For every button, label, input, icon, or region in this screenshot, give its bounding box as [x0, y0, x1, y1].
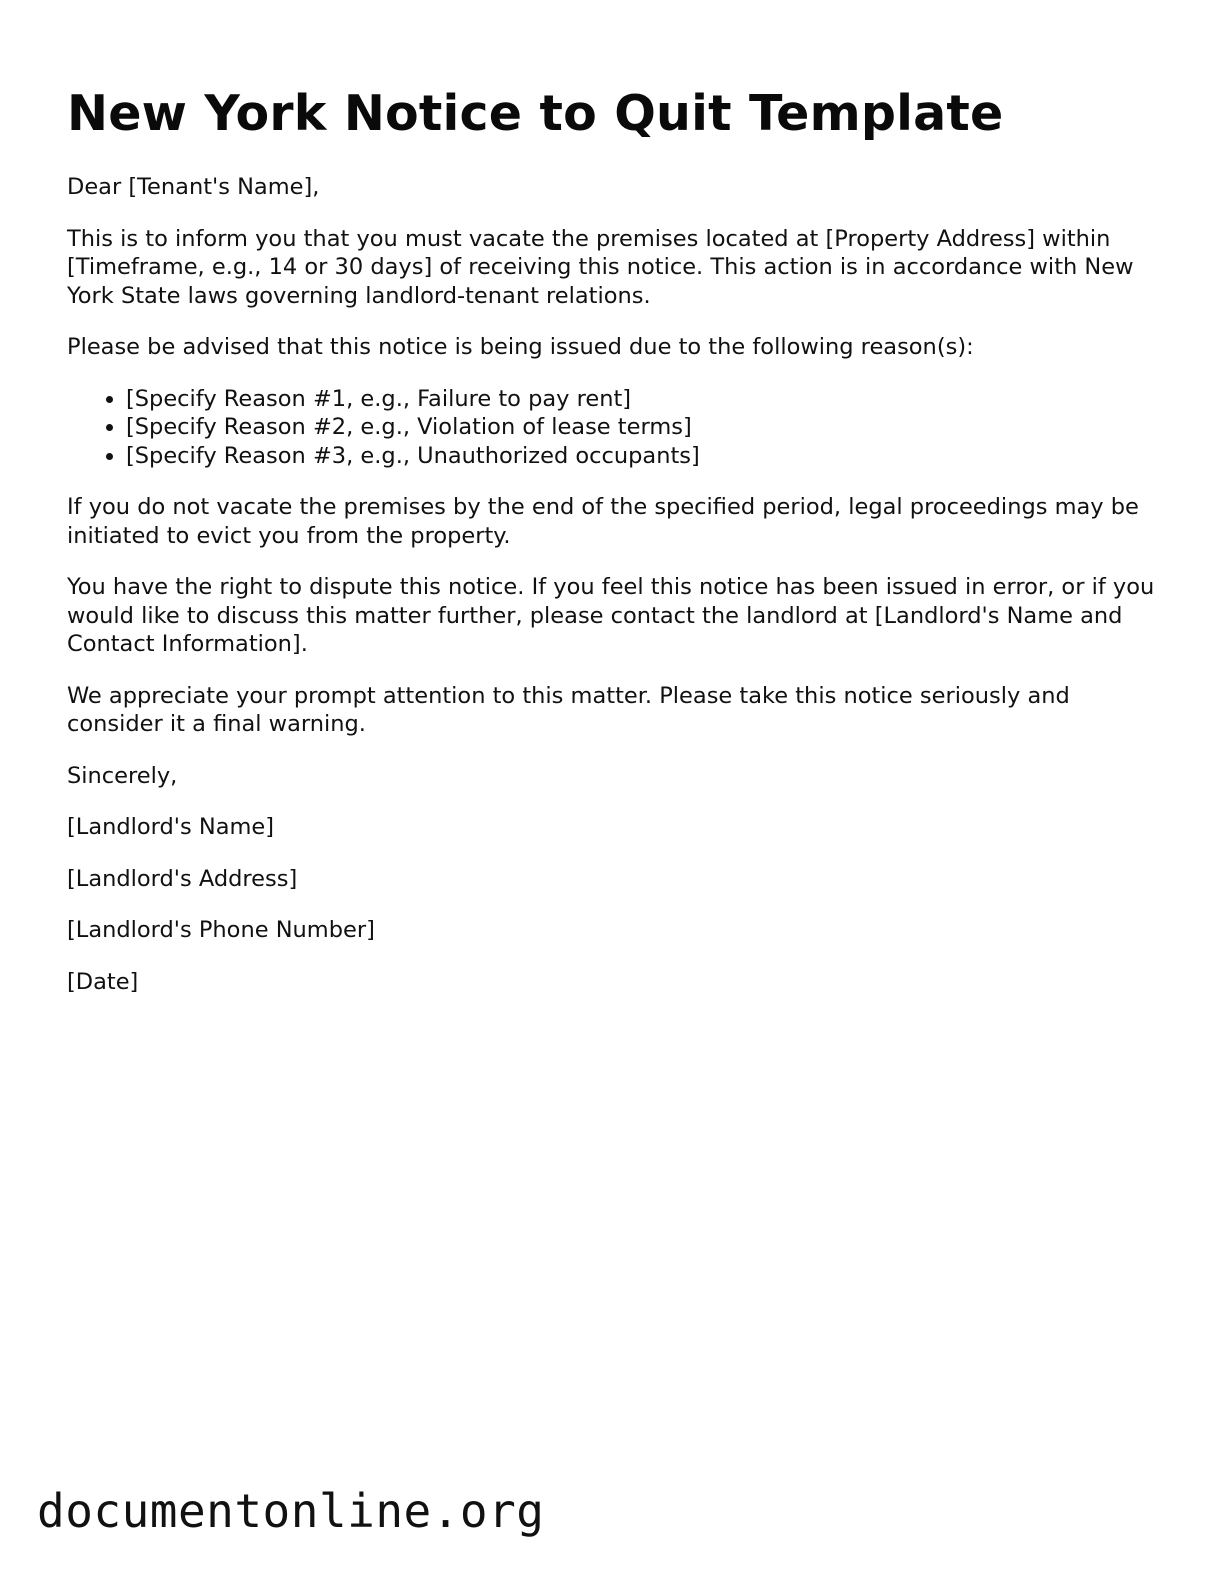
final-warning-paragraph: We appreciate your prompt attention to this matter. Please take this notice seriously and consider it a final warning.	[67, 682, 1070, 737]
list-item: • [Specify Reason #2, e.g., Violation of lease terms]	[126, 413, 1167, 442]
landlord-address: [Landlord's Address]	[67, 865, 298, 892]
reasons-list	[67, 385, 1167, 471]
document-title: New York Notice to Quit Template	[67, 85, 1004, 142]
list-item: • [Specify Reason #3, e.g., Unauthorized occupants]	[126, 442, 1167, 471]
greeting: Dear [Tenant's Name],	[67, 174, 320, 200]
landlord-phone: [Landlord's Phone Number]	[67, 917, 375, 943]
list-item: • [Specify Reason #1, e.g., Failure to pay rent]	[126, 385, 1167, 414]
dispute-paragraph: You have the right to dispute this notice. If you feel this notice has been issued in error, or if you would like to discuss this matter further, please contact the landlord at [Landlord's Name and Contact Information].	[67, 574, 1155, 657]
closing: Sincerely,	[67, 762, 178, 789]
landlord-name: [Landlord's Name]	[67, 814, 275, 840]
document-page	[67, 84, 1167, 1019]
vacate-paragraph: This is to inform you that you must vacate the premises located at [Property Address] within [Timeframe, e.g., 14 or 30 days] of receiving this notice. This action is in accordance with New York State laws governing landlord-tenant relations.	[67, 225, 1134, 309]
watermark: documentonline.org	[37, 1484, 545, 1538]
legal-proceedings-paragraph: If you do not vacate the premises by the end of the specified period, legal proceedings may be initiated to evict you from the property.	[67, 494, 1139, 549]
signature-date: [Date]	[67, 968, 139, 995]
reasons-intro-paragraph: Please be advised that this notice is being issued due to the following reason(s):	[67, 334, 974, 360]
